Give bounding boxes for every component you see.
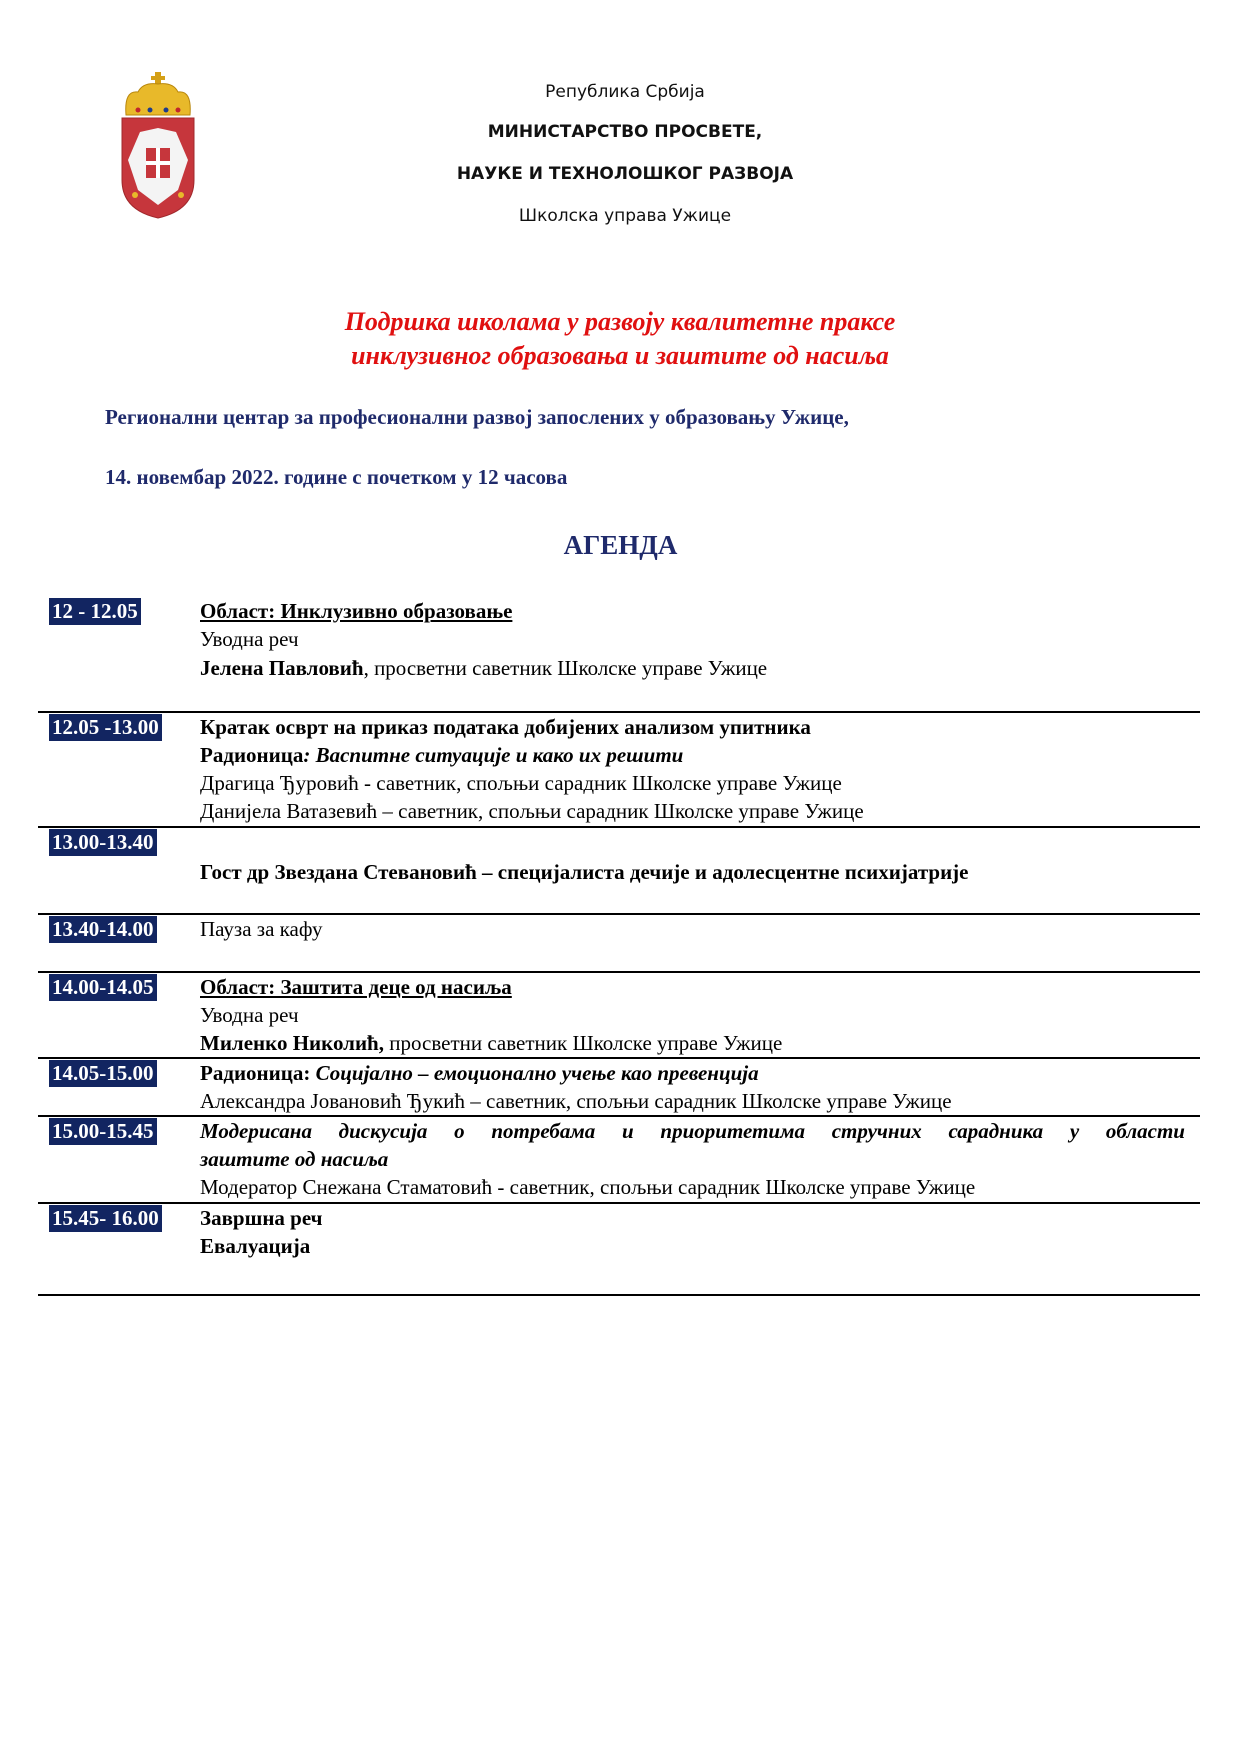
workshop-title: Социјално – емоционално учење као превенција [315,1061,759,1085]
agenda-heading: АГЕНДА [563,530,678,560]
coat-of-arms-icon [118,70,198,220]
header-country: Република Србија [545,82,705,102]
speaker-role: , просветни саветник Школске управе Ужице [363,656,768,680]
row-divider [38,826,1200,828]
workshop-line [200,742,683,769]
coffee-break: Пауза за кафу [200,917,323,941]
intro-label: Уводна реч [200,1003,299,1027]
speaker-name: Миленко Николић, [200,1031,384,1055]
header-office: Школска управа Ужице [518,206,732,226]
time-slot: 15.45- 16.00 [49,1205,162,1232]
guest-speaker: Гост др Звездана Стевановић – специјалиста дечије и адолесцентне психијатрије [200,860,969,884]
time-slot: 12.05 -13.00 [49,714,162,741]
table-bottom-rule [38,1294,1200,1296]
area-heading: Област: Инклузивно образовање [200,599,513,623]
topic: Кратак осврт на приказ података добијених анализом упитника [200,715,811,739]
document-title [200,305,1040,373]
speaker-line [200,655,767,682]
presenter: Драгица Ђуровић - саветник, спољњи сарадник Школске управе Ужице [200,771,842,795]
row-divider [38,1115,1200,1117]
discussion-line1: Модерисана дискусија о потребама и приоритетима стручних сарадника у области [200,1119,1185,1143]
workshop-label: Радионица [200,743,304,767]
venue: Регионални центар за професионални развој запослених у образовању Ужице, [105,405,849,429]
discussion-line2: заштите од насиља [200,1147,389,1171]
speaker-role: просветни саветник Школске управе Ужице [384,1031,783,1055]
area-heading: Област: Заштита деце од насиља [200,975,512,999]
time-slot: 15.00-15.45 [49,1118,157,1145]
time-slot: 14.00-14.05 [49,974,157,1001]
speaker-name: Јелена Павловић [200,656,364,680]
header-ministry-line2: НАУКЕ И ТЕХНОЛОШКОГ РАЗВОЈА [456,164,794,184]
row-divider [38,1057,1200,1059]
evaluation: Евалуација [200,1234,311,1258]
event-date: 14. новембар 2022. године с почетком у 12 часова [105,465,568,489]
time-slot: 13.40-14.00 [49,916,157,943]
header-ministry-line1: МИНИСТАРСТВО ПРОСВЕТЕ, [487,122,763,142]
row-divider [38,1202,1200,1204]
time-slot: 14.05-15.00 [49,1060,157,1087]
speaker-line [200,1030,782,1057]
time-slot: 12 - 12.05 [49,598,141,625]
intro-label: Уводна реч [200,627,299,651]
presenter: Александра Јовановић Ђукић – саветник, спољњи сарадник Школске управе Ужице [200,1089,952,1113]
closing-remarks: Завршна реч [200,1206,323,1230]
row-divider [38,971,1200,973]
workshop-label: Радионица: [200,1061,316,1085]
presenter: Данијела Ватазевић – саветник, спољњи сарадник Школске управе Ужице [200,799,864,823]
time-slot: 13.00-13.40 [49,829,157,856]
title-line2: инклузивног образовања и заштите од насиља [351,341,889,370]
row-divider [38,711,1200,713]
workshop-line [200,1060,759,1087]
title-line1: Подршка школама у развоју квалитетне праксе [344,307,896,336]
row-divider [38,913,1200,915]
workshop-title: : Васпитне ситуације и како их решити [303,743,684,767]
moderator: Модератор Снежана Стаматовић - саветник, спољњи сарадник Школске управе Ужице [200,1175,976,1199]
